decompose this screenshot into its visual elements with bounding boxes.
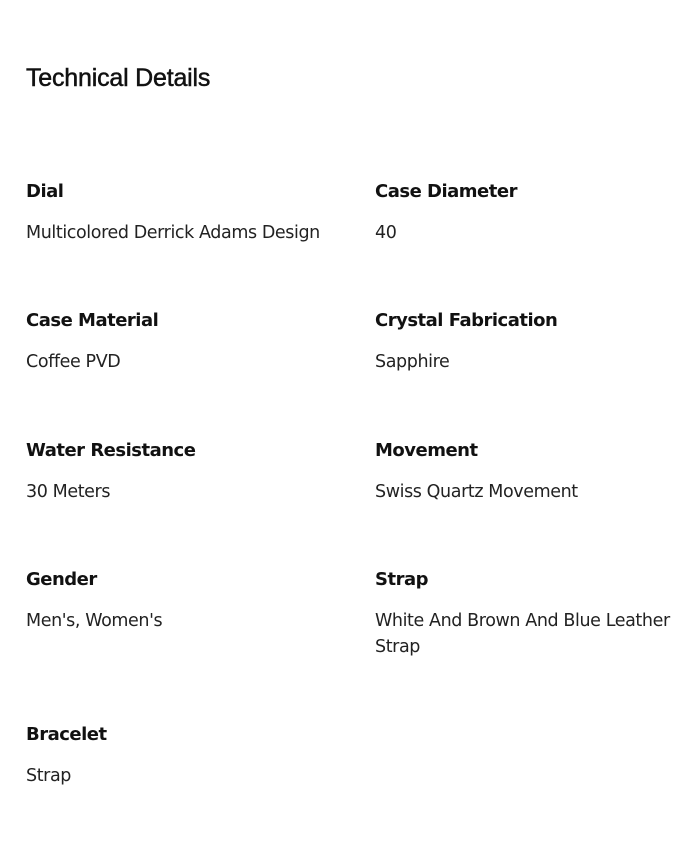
spec-case-diameter	[375, 181, 693, 246]
spec-value: Men's, Women's	[26, 611, 163, 631]
spec-water-resistance	[26, 440, 346, 505]
spec-label: Water Resistance	[26, 440, 196, 461]
spec-label: Gender	[26, 569, 97, 590]
spec-value: Coffee PVD	[26, 352, 121, 372]
spec-label: Crystal Fabrication	[375, 310, 558, 331]
spec-bracelet	[26, 724, 346, 789]
spec-value: Multicolored Derrick Adams Design	[26, 223, 320, 243]
spec-value: 30 Meters	[26, 482, 111, 502]
spec-value: Swiss Quartz Movement	[375, 482, 578, 502]
spec-label: Movement	[375, 440, 478, 461]
spec-gender	[26, 569, 346, 634]
section-title: Technical Details	[26, 64, 211, 92]
spec-label: Case Diameter	[375, 181, 517, 202]
spec-dial	[26, 181, 346, 246]
spec-label: Bracelet	[26, 724, 107, 745]
spec-case-material	[26, 310, 346, 375]
spec-strap	[375, 569, 693, 660]
spec-label: Dial	[26, 181, 64, 202]
spec-value: 40	[375, 223, 397, 243]
spec-value: White And Brown And Blue Leather Strap	[375, 611, 670, 657]
spec-crystal-fabrication	[375, 310, 693, 375]
spec-label: Strap	[375, 569, 428, 590]
spec-movement	[375, 440, 693, 505]
spec-label: Case Material	[26, 310, 159, 331]
spec-value: Sapphire	[375, 352, 450, 372]
spec-value: Strap	[26, 766, 71, 786]
